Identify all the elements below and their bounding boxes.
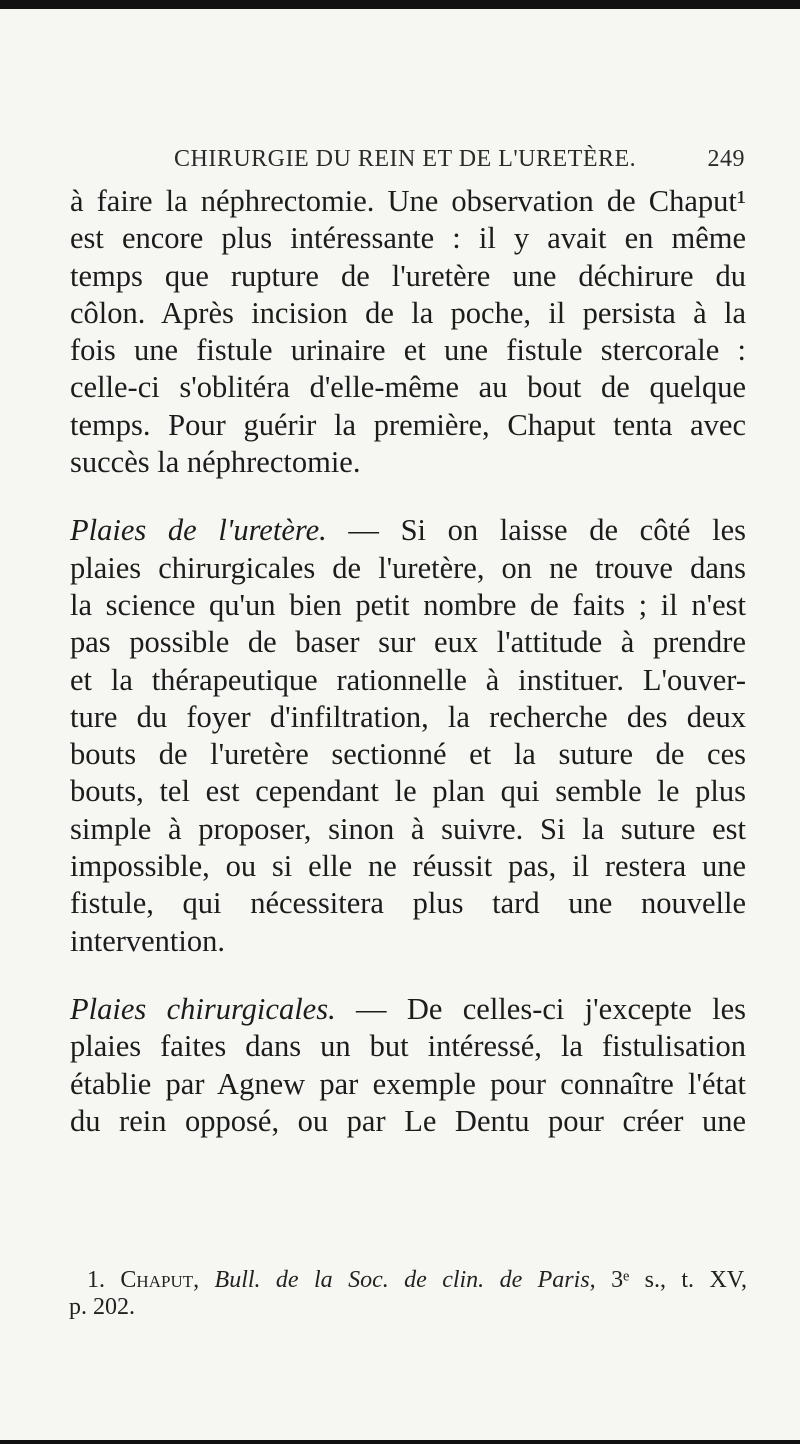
footnote-author: Chaput, [120,1267,200,1293]
text-line: plaies faites dans un but intéressé, la fistulisation [70,1029,746,1064]
text-line: simple à proposer, sinon à suivre. Si la suture est [70,811,746,846]
paragraph-chaput-observation [70,183,746,481]
text-run: — Si on laisse de côté les [326,513,746,548]
text-line: à faire la néphrectomie. Une observation de Chaput¹ [70,184,746,218]
text-line: la science qu'un bien petit nombre de faits ; il n'est [70,587,746,622]
paragraph-plaies-chirurgicales [70,991,746,1140]
text-line: celle-ci s'oblitéra d'elle-même au bout de quelque [70,370,746,405]
footnote-source: Bull. de la Soc. de clin. de Paris, [214,1267,596,1293]
text-line: côlon. Après incision de la poche, il persista à la [70,295,746,330]
text-line: du rein opposé, ou par Le Dentu pour créer une [70,1103,746,1138]
running-head [0,146,800,176]
text-line: fois une fistule urinaire et une fistule stercorale : [70,333,746,368]
text-line: fistule, qui nécessitera plus tard une nouvelle [70,886,746,921]
text-line: bouts, tel est cependant le plan qui semble le plus [70,774,746,809]
body-text [70,183,746,1140]
text-line: temps. Pour guérir la première, Chaput tenta avec [70,407,746,442]
bottom-edge-rule [0,1440,800,1444]
paragraph-gap [70,960,746,991]
text-line: succès la néphrectomie. [70,445,361,480]
text-line: pas possible de baser sur eux l'attitude à prendre [70,625,746,660]
text-line: bouts de l'uretère sectionné et la suture de ces [70,737,746,772]
text-line: est encore plus intéressante : il y avait en même [70,221,746,256]
text-line: établie par Agnew par exemple pour connaître l'état [70,1066,746,1101]
text-line: temps que rupture de l'uretère une déchirure du [70,258,746,293]
text-line: ture du foyer d'infiltration, la recherche des deux [70,699,746,734]
footnote-volume: 3ᵉ s., t. XV, [595,1267,748,1293]
top-edge-rule [0,0,800,9]
section-heading-plaies-uretere: Plaies de l'uretère. [70,513,327,548]
footnote-page-ref: p. 202. [69,1294,135,1320]
paragraph-plaies-uretere [70,512,746,960]
page-number: 249 [707,146,745,172]
text-line: impossible, ou si elle ne réussit pas, il restera une [70,849,746,884]
text-line: intervention. [70,923,226,958]
paragraph-gap [70,481,746,512]
footnote-line [87,1267,747,1294]
section-heading-plaies-chirurgicales: Plaies chirurgicales. [70,991,336,1026]
footnote [69,1267,748,1321]
footnote-number: 1. [87,1267,105,1293]
text-run: — De celles-ci j'excepte les [335,991,746,1026]
text-line-with-heading [70,512,746,549]
text-line: plaies chirurgicales de l'uretère, on ne trouve dans [70,550,746,585]
text-line-with-heading [70,991,746,1028]
text-line: et la thérapeutique rationnelle à instituer. L'ouver- [70,662,746,697]
running-head-title: CHIRURGIE DU REIN ET DE L'URETÈRE. [174,146,637,172]
